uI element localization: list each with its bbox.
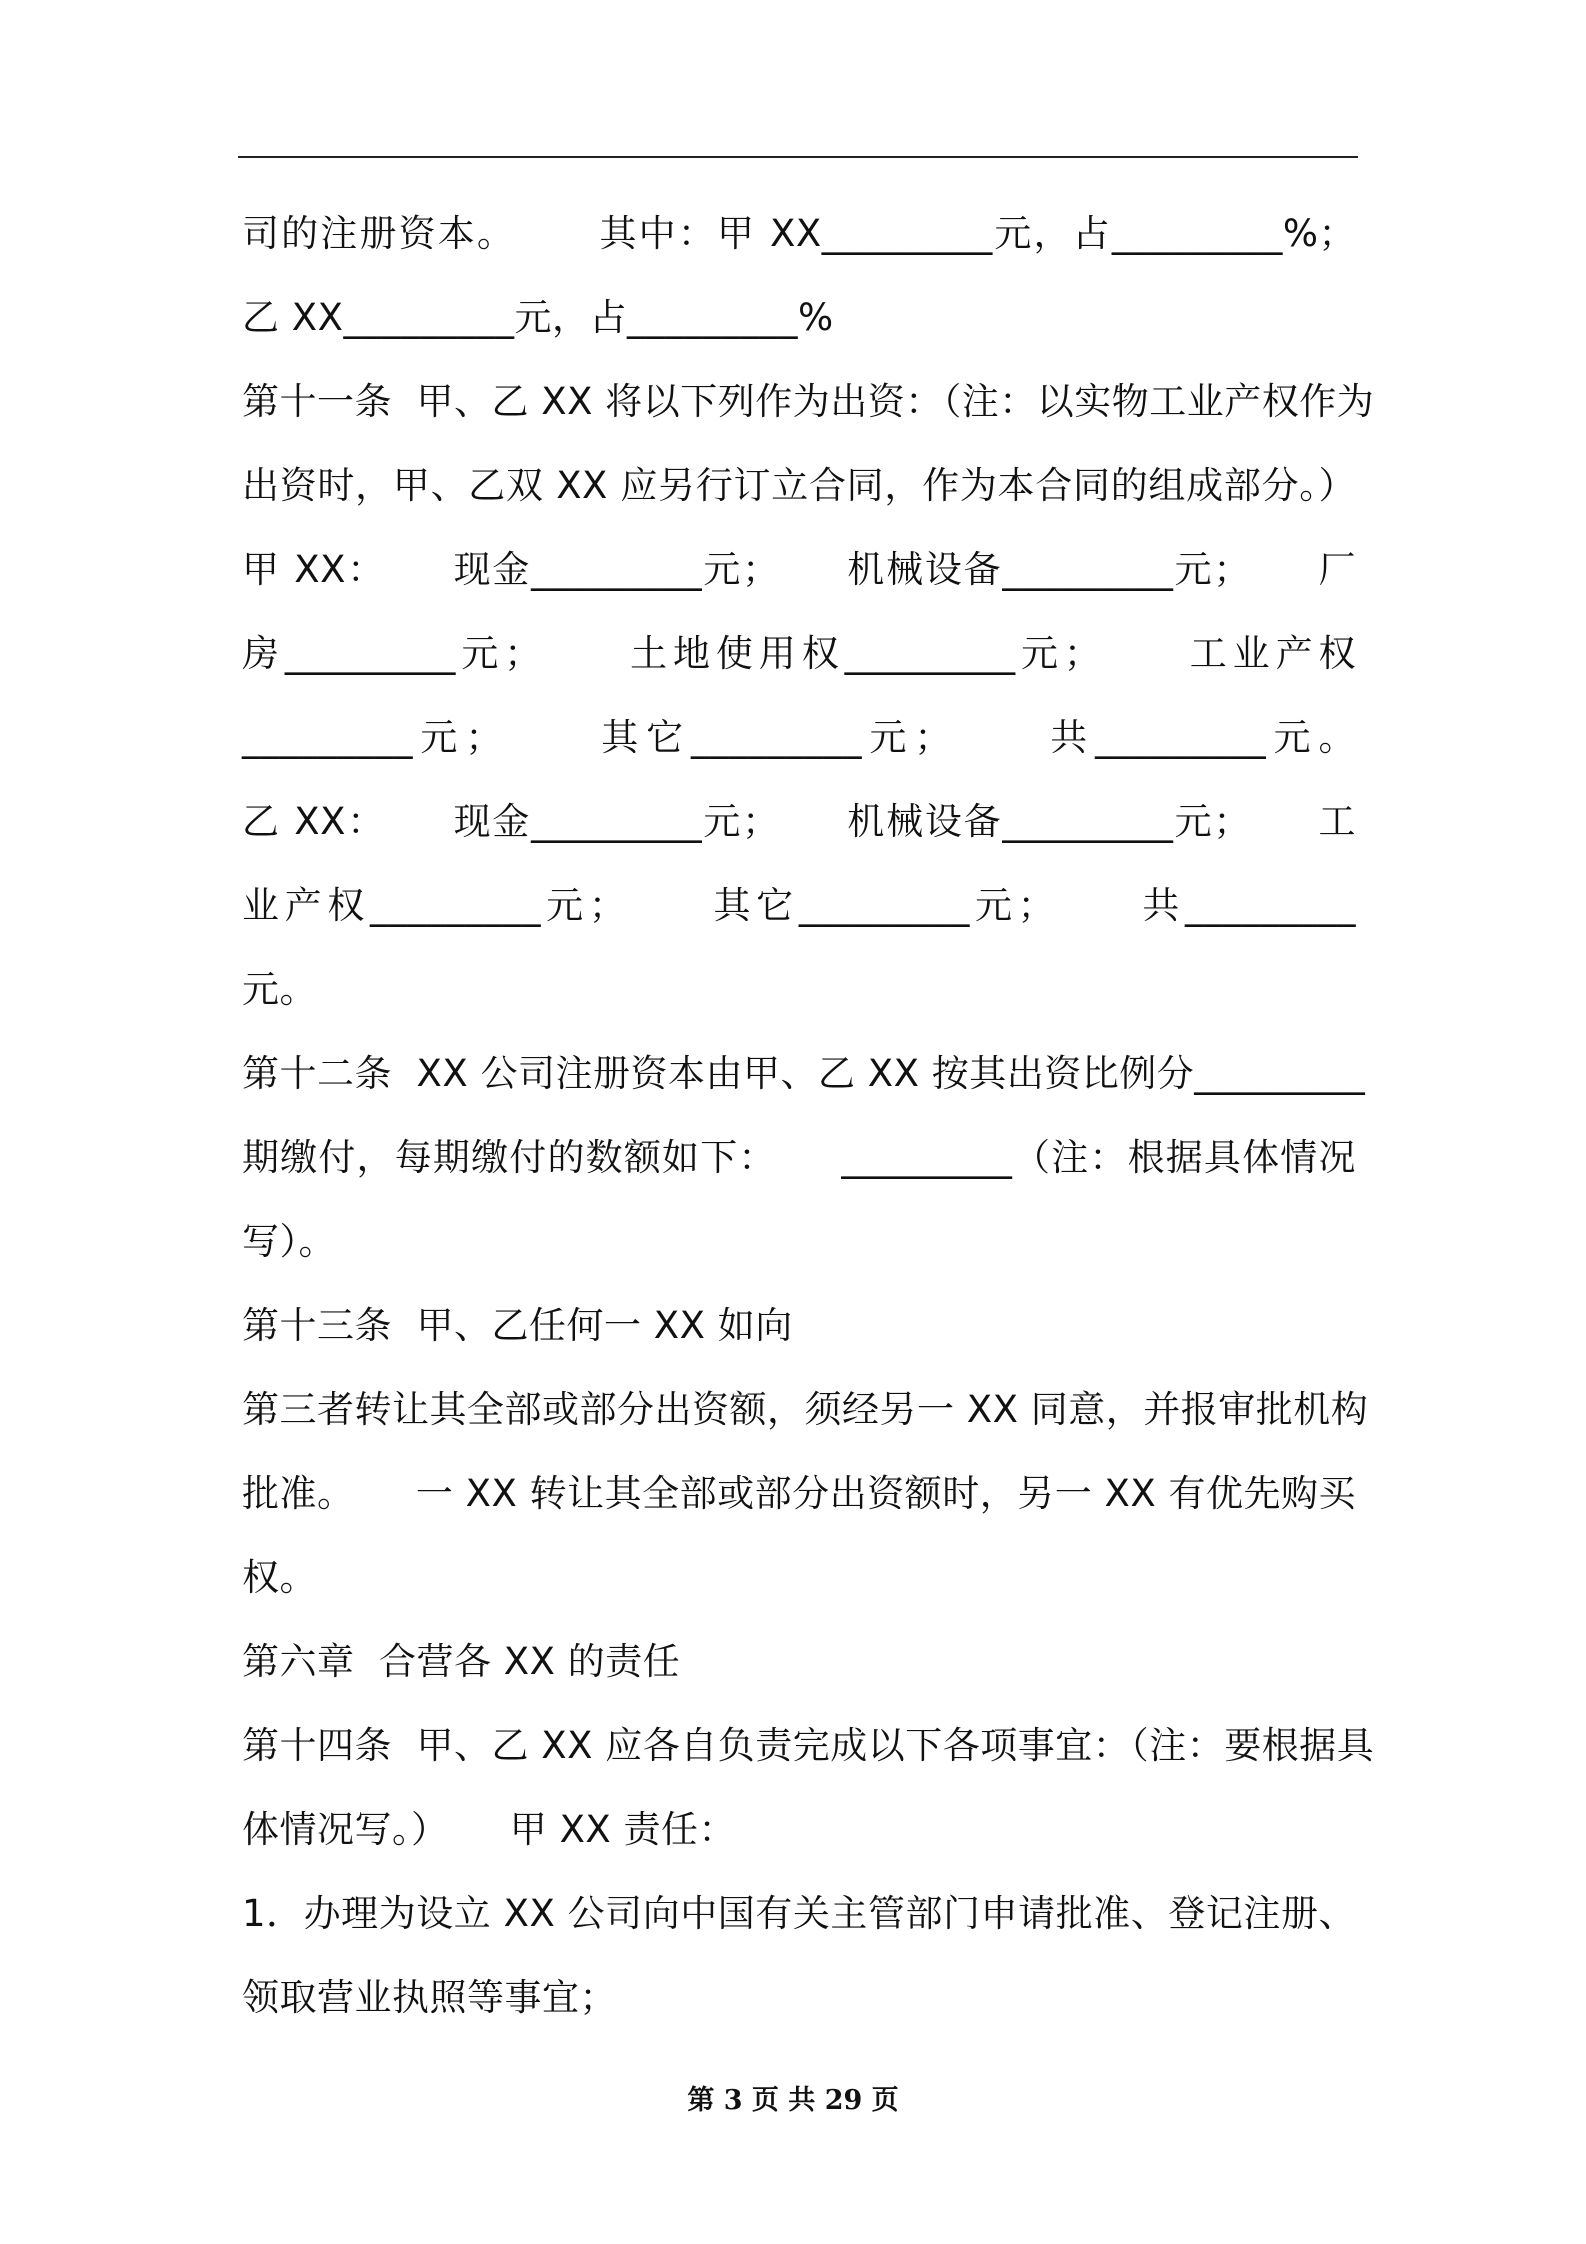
text-line: 体情况写。） 甲 XX 责任： [242,1808,737,1851]
text-line: 元。 [242,968,317,1011]
text-line: 期缴付，每期缴付的数额如下： _________（注：根据具体情况 [242,1136,1356,1179]
text-line: 房_________元； 土地使用权_________元； 工业产权 [242,632,1356,675]
text-line: 权。 [242,1556,317,1599]
text-line: 出资时，甲、乙双 XX 应另行订立合同，作为本合同的组成部分。） [242,464,1356,507]
page-number-footer: 第 3 页 共 29 页 [687,2085,899,2116]
text-line: 第十三条 甲、乙任何一 XX 如向 [242,1304,793,1347]
text-line: 1．办理为设立 XX 公司向中国有关主管部门申请批准、登记注册、 [242,1892,1356,1935]
text-line: 第三者转让其全部或部分出资额，须经另一 XX 同意，并报审批机构 [242,1388,1369,1431]
text-line: 司的注册资本。 其中：甲 XX_________元，占_________%； [242,212,1356,255]
header-divider [238,156,1358,158]
text-line: 领取营业执照等事宜； [242,1976,617,2019]
text-line: 甲 XX： 现金_________元； 机械设备_________元； 厂 [242,548,1356,591]
text-line: 业产权_________元； 其它_________元； 共_________ [242,884,1356,927]
chapter-heading: 第六章 合营各 XX 的责任 [242,1640,681,1683]
text-line: 乙 XX： 现金_________元； 机械设备_________元； 工 [242,800,1356,843]
text-line: 写）。 [242,1220,336,1263]
text-line: 第十一条 甲、乙 XX 将以下列作为出资：（注：以实物工业产权作为 [242,380,1375,423]
text-line: 乙 XX_________元，占_________% [242,296,834,339]
text-line: 第十二条 XX 公司注册资本由甲、乙 XX 按其出资比例分_________ [242,1052,1366,1095]
text-line: _________元； 其它_________元； 共_________元。 [242,716,1356,759]
text-line: 第十四条 甲、乙 XX 应各自负责完成以下各项事宜：（注：要根据具 [242,1724,1375,1767]
document-body [242,192,1375,2040]
text-line: 批准。 一 XX 转让其全部或部分出资额时，另一 XX 有优先购买 [242,1472,1356,1515]
